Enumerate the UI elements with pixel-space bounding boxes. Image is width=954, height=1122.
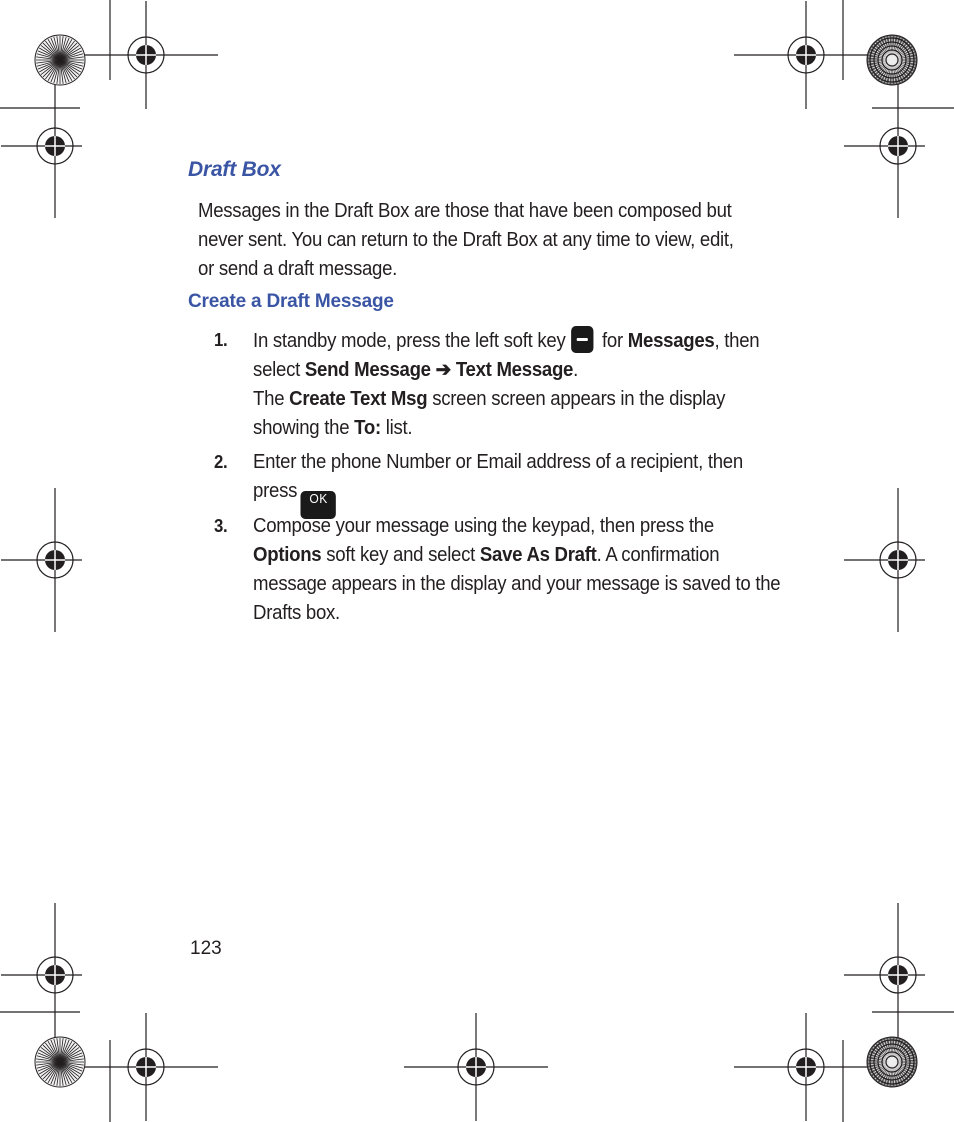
registration-mark-icon: [1, 903, 82, 1047]
color-starburst-icon: [867, 1037, 917, 1087]
step-text: soft key and select: [326, 544, 476, 566]
step-1: [214, 326, 781, 443]
left-soft-key-icon: [571, 326, 593, 353]
subsection-title: Create a Draft Message: [188, 291, 394, 312]
messages-label: Messages: [627, 330, 715, 352]
step-text: In standby mode, press the left soft key: [253, 330, 566, 352]
step-number: 2.: [214, 452, 228, 472]
registration-mark-icon: [1, 74, 82, 218]
registration-mark-icon: [1, 488, 82, 632]
registration-mark-icon: [74, 1, 218, 109]
section-title: Draft Box: [188, 158, 281, 181]
step-body: [253, 326, 781, 443]
color-starburst-icon: [35, 35, 85, 85]
registration-mark-icon: [404, 1013, 548, 1121]
step-3: [214, 512, 781, 628]
step-text: for: [602, 330, 623, 352]
step-text: . A confirmation message appears in the display and your message is saved to the Drafts box.: [253, 544, 781, 624]
step-number: 1.: [214, 330, 228, 350]
menu-path-label: Send Message ➔ Text Message: [304, 359, 574, 381]
step-text: screen screen appears in the display showing the: [253, 388, 726, 439]
registration-mark-icon: [844, 488, 925, 632]
save-as-draft-label: Save As Draft: [479, 544, 597, 566]
screen-name-label: Create Text Msg: [289, 388, 428, 410]
step-text: Enter the phone Number or Email address of a recipient, then press: [253, 451, 743, 502]
step-text: .: [573, 359, 578, 381]
registration-mark-icon: [74, 1013, 218, 1121]
registration-mark-icon: [734, 1, 878, 109]
color-starburst-icon: [867, 35, 917, 85]
step-number: 3.: [214, 516, 228, 536]
page-number: 123: [190, 938, 222, 959]
to-field-label: To:: [354, 417, 381, 439]
intro-paragraph: Messages in the Draft Box are those that have been composed but never sent. You can return to the Draft Box at any time to view, edit, or send a draft message.: [198, 200, 734, 280]
ok-key-icon: OK: [301, 491, 336, 519]
options-label: Options: [253, 544, 322, 566]
registration-mark-icon: [844, 903, 925, 1047]
registration-mark-icon: [734, 1013, 878, 1121]
registration-mark-icon: [844, 74, 925, 218]
step-body: [253, 448, 781, 519]
step-text: list.: [385, 417, 413, 439]
step-body: [253, 512, 781, 628]
step-text: The: [253, 388, 285, 410]
color-starburst-icon: [35, 1037, 85, 1087]
step-2: [214, 448, 781, 519]
step-text: Compose your message using the keypad, then press the: [253, 515, 714, 537]
step-text: , then select: [253, 330, 760, 381]
